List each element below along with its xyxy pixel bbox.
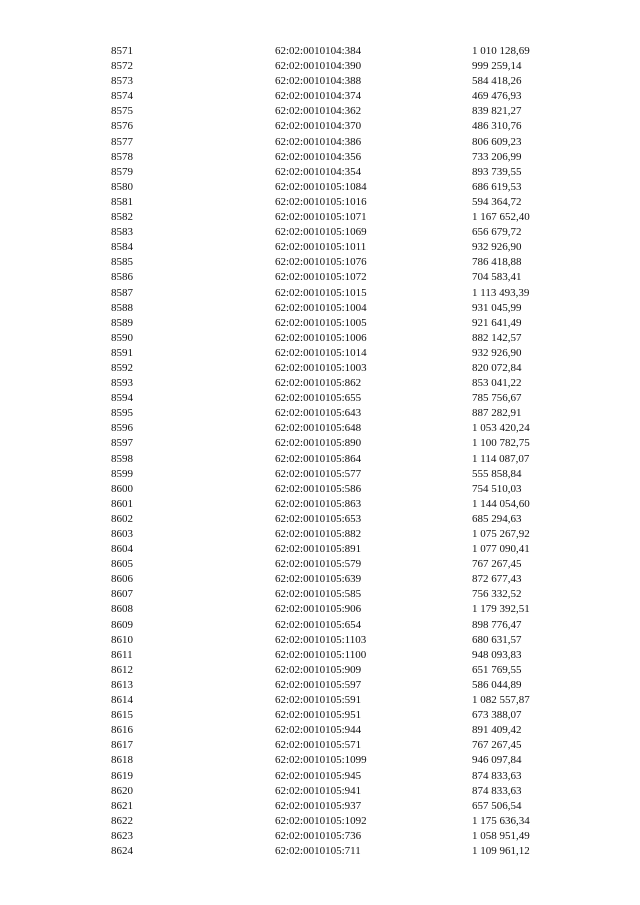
cadastral-value-cell: 874 833,63 [472,784,522,797]
cadastral-number-cell: 62:02:0010105:1004 [275,301,367,314]
cadastral-number-cell: 62:02:0010105:1011 [275,241,367,254]
row-number-cell: 8580 [111,180,133,193]
table-row [0,769,640,784]
row-number-cell: 8618 [111,754,133,767]
cadastral-number-cell: 62:02:0010105:577 [275,467,362,480]
cadastral-value-cell: 1 010 128,69 [472,45,530,57]
cadastral-number-cell: 62:02:0010104:386 [275,135,362,148]
row-number-cell: 8572 [111,60,133,73]
cadastral-number-cell: 62:02:0010105:711 [275,844,361,857]
table-row [0,255,640,270]
row-number-cell: 8608 [111,603,133,616]
row-number-cell: 8583 [111,226,133,239]
row-number-cell: 8590 [111,331,133,344]
cadastral-value-cell: 786 418,88 [472,256,522,269]
table-row [0,663,640,678]
cadastral-number-cell: 62:02:0010105:597 [275,678,362,691]
cadastral-value-cell: 657 506,54 [472,799,522,812]
table-row [0,391,640,406]
table-row [0,784,640,799]
row-number-cell: 8594 [111,392,133,405]
row-number-cell: 8623 [111,829,133,842]
table-row [0,738,640,753]
row-number-cell: 8595 [111,407,133,420]
table-row [0,270,640,285]
cadastral-value-cell: 756 332,52 [472,588,522,601]
table-row [0,678,640,693]
table-row [0,44,640,59]
cadastral-value-cell: 1 082 557,87 [472,694,530,707]
table-row [0,557,640,572]
row-number-cell: 8577 [111,135,133,148]
table-row [0,331,640,346]
table-row [0,421,640,436]
table-row [0,602,640,617]
cadastral-number-cell: 62:02:0010105:591 [275,694,362,707]
row-number-cell: 8600 [111,482,133,495]
cadastral-value-cell: 673 388,07 [472,709,522,722]
cadastral-number-cell: 62:02:0010104:374 [275,90,362,103]
table-row [0,814,640,829]
cadastral-number-cell: 62:02:0010105:862 [275,377,362,390]
row-number-cell: 8592 [111,361,133,374]
cadastral-number-cell: 62:02:0010105:1016 [275,195,367,208]
cadastral-value-cell: 921 641,49 [472,316,522,329]
row-number-cell: 8624 [111,844,133,857]
cadastral-value-cell: 999 259,14 [472,60,522,73]
row-number-cell: 8591 [111,346,133,359]
cadastral-number-cell: 62:02:0010105:1003 [275,361,367,374]
cadastral-value-cell: 931 045,99 [472,301,522,314]
table-row [0,165,640,180]
table-row [0,135,640,150]
table-row [0,286,640,301]
row-number-cell: 8604 [111,543,133,556]
cadastral-value-cell: 555 858,84 [472,467,522,480]
row-number-cell: 8619 [111,769,133,782]
row-number-cell: 8586 [111,271,133,284]
table-row [0,829,640,844]
row-number-cell: 8616 [111,724,133,737]
cadastral-value-cell: 946 097,84 [472,754,522,767]
cadastral-number-cell: 62:02:0010105:891 [275,543,362,556]
cadastral-value-cell: 586 044,89 [472,678,522,691]
row-number-cell: 8609 [111,618,133,631]
cadastral-number-cell: 62:02:0010105:1005 [275,316,367,329]
cadastral-number-cell: 62:02:0010105:579 [275,558,362,571]
cadastral-value-cell: 685 294,63 [472,512,522,525]
cadastral-number-cell: 62:02:0010104:388 [275,75,362,88]
cadastral-value-cell: 1 113 493,39 [472,286,530,299]
row-number-cell: 8589 [111,316,133,329]
table-row [0,648,640,663]
cadastral-value-cell: 1 077 090,41 [472,543,530,556]
table-row [0,618,640,633]
table-row [0,89,640,104]
table-row [0,361,640,376]
row-number-cell: 8575 [111,105,133,118]
cadastral-number-cell: 62:02:0010105:863 [275,497,362,510]
cadastral-value-cell: 893 739,55 [472,165,522,178]
table-row [0,482,640,497]
cadastral-number-cell: 62:02:0010105:1006 [275,331,367,344]
cadastral-value-cell: 1 114 087,07 [472,452,530,465]
row-number-cell: 8579 [111,165,133,178]
row-number-cell: 8584 [111,241,133,254]
cadastral-number-cell: 62:02:0010104:354 [275,165,362,178]
cadastral-value-cell: 932 926,90 [472,346,522,359]
cadastral-value-cell: 1 109 961,12 [472,844,530,857]
cadastral-number-cell: 62:02:0010105:937 [275,799,362,812]
table-row [0,572,640,587]
cadastral-value-cell: 686 619,53 [472,180,522,193]
row-number-cell: 8597 [111,437,133,450]
table-row [0,180,640,195]
table-row [0,240,640,255]
cadastral-number-cell: 62:02:0010105:945 [275,769,362,782]
table-row [0,225,640,240]
cadastral-number-cell: 62:02:0010105:1100 [275,648,367,661]
table-row [0,452,640,467]
cadastral-number-cell: 62:02:0010104:384 [275,45,362,57]
cadastral-value-cell: 1 058 951,49 [472,829,530,842]
cadastral-value-cell: 1 167 652,40 [472,211,530,224]
cadastral-value-cell: 882 142,57 [472,331,522,344]
cadastral-number-cell: 62:02:0010105:1103 [275,633,367,646]
cadastral-number-cell: 62:02:0010105:1092 [275,814,367,827]
cadastral-value-table [0,44,640,859]
row-number-cell: 8617 [111,739,133,752]
table-row [0,74,640,89]
cadastral-value-cell: 898 776,47 [472,618,522,631]
cadastral-number-cell: 62:02:0010104:390 [275,60,362,73]
row-number-cell: 8606 [111,573,133,586]
table-row [0,708,640,723]
table-row [0,301,640,316]
cadastral-value-cell: 839 821,27 [472,105,522,118]
cadastral-number-cell: 62:02:0010105:643 [275,407,362,420]
cadastral-number-cell: 62:02:0010105:890 [275,437,362,450]
table-row [0,844,640,859]
cadastral-value-cell: 1 075 267,92 [472,528,530,540]
table-row [0,59,640,74]
row-number-cell: 8585 [111,256,133,269]
row-number-cell: 8587 [111,286,133,299]
cadastral-number-cell: 62:02:0010105:1076 [275,256,367,269]
cadastral-value-cell: 469 476,93 [472,90,522,103]
table-row [0,527,640,542]
row-number-cell: 8581 [111,195,133,208]
cadastral-number-cell: 62:02:0010105:1015 [275,286,367,299]
cadastral-value-cell: 1 100 782,75 [472,437,530,450]
row-number-cell: 8599 [111,467,133,480]
table-row [0,436,640,451]
table-row [0,693,640,708]
cadastral-value-cell: 486 310,76 [472,120,522,133]
cadastral-number-cell: 62:02:0010105:653 [275,512,362,525]
cadastral-number-cell: 62:02:0010105:906 [275,603,362,616]
cadastral-number-cell: 62:02:0010105:882 [275,528,362,540]
row-number-cell: 8598 [111,452,133,465]
table-row [0,467,640,482]
table-row [0,512,640,527]
cadastral-number-cell: 62:02:0010105:951 [275,709,362,722]
row-number-cell: 8576 [111,120,133,133]
cadastral-number-cell: 62:02:0010105:648 [275,422,362,435]
cadastral-value-cell: 704 583,41 [472,271,522,284]
row-number-cell: 8573 [111,75,133,88]
row-number-cell: 8613 [111,678,133,691]
cadastral-number-cell: 62:02:0010105:736 [275,829,362,842]
table-row [0,119,640,134]
cadastral-value-cell: 948 093,83 [472,648,522,661]
table-row [0,346,640,361]
cadastral-number-cell: 62:02:0010105:941 [275,784,362,797]
row-number-cell: 8571 [111,45,133,57]
row-number-cell: 8596 [111,422,133,435]
row-number-cell: 8578 [111,150,133,163]
cadastral-number-cell: 62:02:0010105:655 [275,392,362,405]
cadastral-value-cell: 651 769,55 [472,663,522,676]
cadastral-number-cell: 62:02:0010105:1069 [275,226,367,239]
cadastral-value-cell: 767 267,45 [472,739,522,752]
cadastral-value-cell: 767 267,45 [472,558,522,571]
row-number-cell: 8588 [111,301,133,314]
cadastral-value-cell: 1 053 420,24 [472,422,530,435]
cadastral-number-cell: 62:02:0010105:1072 [275,271,367,284]
row-number-cell: 8614 [111,694,133,707]
table-row [0,497,640,512]
cadastral-number-cell: 62:02:0010105:864 [275,452,362,465]
cadastral-value-cell: 887 282,91 [472,407,522,420]
row-number-cell: 8607 [111,588,133,601]
table-row [0,316,640,331]
cadastral-value-cell: 785 756,67 [472,392,522,405]
table-row [0,753,640,768]
table-row [0,587,640,602]
row-number-cell: 8620 [111,784,133,797]
table-row [0,150,640,165]
cadastral-value-cell: 1 179 392,51 [472,603,530,616]
table-row [0,210,640,225]
cadastral-value-cell: 1 144 054,60 [472,497,530,510]
cadastral-number-cell: 62:02:0010105:654 [275,618,362,631]
cadastral-value-cell: 1 175 636,34 [472,814,530,827]
cadastral-value-cell: 754 510,03 [472,482,522,495]
cadastral-number-cell: 62:02:0010105:909 [275,663,362,676]
cadastral-value-cell: 680 631,57 [472,633,522,646]
cadastral-number-cell: 62:02:0010104:356 [275,150,362,163]
row-number-cell: 8612 [111,663,133,676]
cadastral-number-cell: 62:02:0010105:1099 [275,754,367,767]
row-number-cell: 8622 [111,814,133,827]
cadastral-value-cell: 872 677,43 [472,573,522,586]
cadastral-value-cell: 733 206,99 [472,150,522,163]
cadastral-value-cell: 820 072,84 [472,361,522,374]
cadastral-number-cell: 62:02:0010105:586 [275,482,362,495]
table-row [0,542,640,557]
row-number-cell: 8605 [111,558,133,571]
cadastral-value-cell: 932 926,90 [472,241,522,254]
cadastral-number-cell: 62:02:0010105:944 [275,724,362,737]
row-number-cell: 8610 [111,633,133,646]
table-row [0,104,640,119]
cadastral-number-cell: 62:02:0010105:639 [275,573,362,586]
cadastral-value-cell: 891 409,42 [472,724,522,737]
table-row [0,723,640,738]
cadastral-number-cell: 62:02:0010104:370 [275,120,362,133]
row-number-cell: 8593 [111,377,133,390]
cadastral-value-cell: 584 418,26 [472,75,522,88]
row-number-cell: 8611 [111,648,133,661]
cadastral-number-cell: 62:02:0010105:571 [275,739,362,752]
row-number-cell: 8621 [111,799,133,812]
cadastral-value-cell: 853 041,22 [472,377,522,390]
table-row [0,633,640,648]
cadastral-number-cell: 62:02:0010105:1071 [275,211,367,224]
table-row [0,376,640,391]
row-number-cell: 8615 [111,709,133,722]
row-number-cell: 8601 [111,497,133,510]
row-number-cell: 8582 [111,211,133,224]
row-number-cell: 8602 [111,512,133,525]
cadastral-value-cell: 806 609,23 [472,135,522,148]
cadastral-value-cell: 594 364,72 [472,195,522,208]
cadastral-value-cell: 874 833,63 [472,769,522,782]
cadastral-value-cell: 656 679,72 [472,226,522,239]
cadastral-number-cell: 62:02:0010105:1014 [275,346,367,359]
row-number-cell: 8574 [111,90,133,103]
cadastral-number-cell: 62:02:0010105:585 [275,588,362,601]
table-row [0,195,640,210]
cadastral-number-cell: 62:02:0010104:362 [275,105,362,118]
table-row [0,406,640,421]
table-row [0,799,640,814]
row-number-cell: 8603 [111,528,133,540]
cadastral-number-cell: 62:02:0010105:1084 [275,180,367,193]
